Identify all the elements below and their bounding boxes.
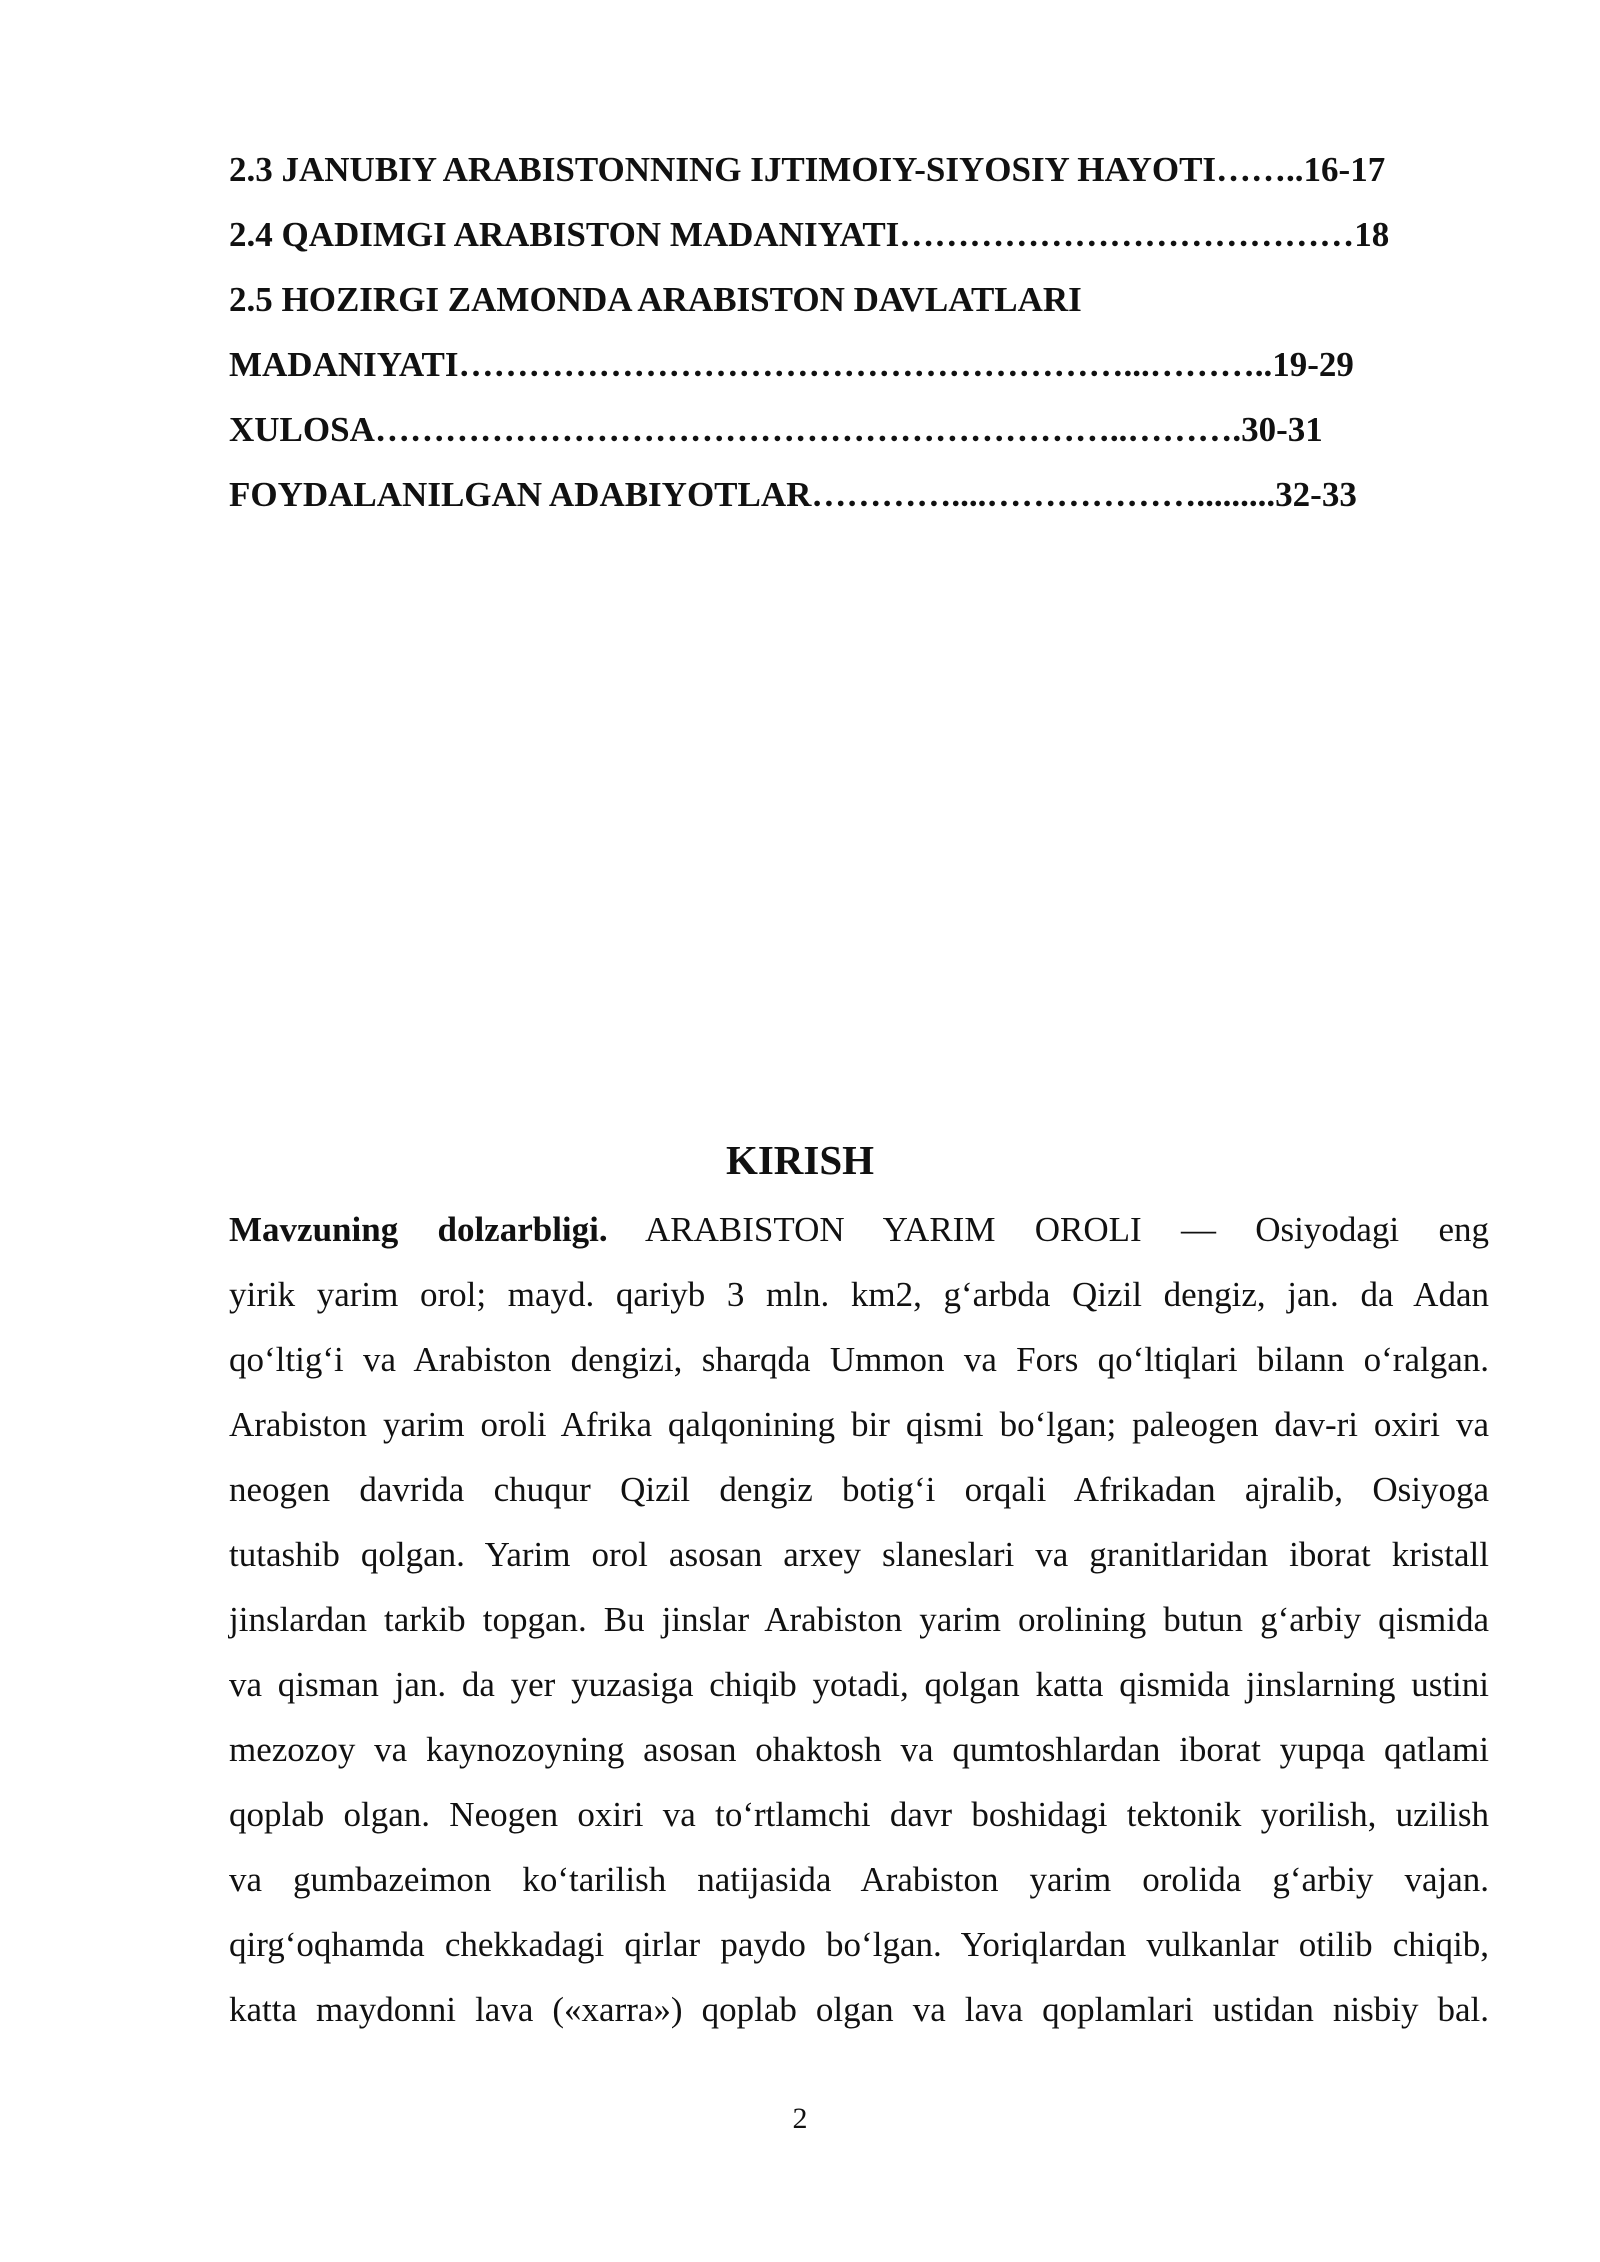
paragraph-line: katta maydonni lava («xarra») qoplab olgan va lava qoplamlari ustidan nisbiy bal. <box>229 1990 1489 2029</box>
paragraph-line: Arabiston yarim oroli Afrika qalqonining bir qismi bo‘lgan; paleogen dav-ri oxiri va <box>229 1405 1489 1444</box>
paragraph-line: qirg‘oqhamda chekkadagi qirlar paydo bo‘lgan. Yoriqlardan vulkanlar otilib chiqib, <box>229 1925 1489 1964</box>
paragraph-line <box>229 1208 1489 1252</box>
toc-entry: 2.4 QADIMGI ARABISTON MADANIYATI…………………………………18 <box>229 215 1390 254</box>
section-heading: KIRISH <box>725 1137 875 1183</box>
toc-entry: MADANIYATI…………………………………………………...………..19-29 <box>229 345 1354 384</box>
toc-entry: FOYDALANILGAN ADABIYOTLAR…………....……………….........32-33 <box>229 475 1357 514</box>
paragraph-line: mezozoy va kaynozoyning asosan ohaktosh va qumtoshlardan iborat yupqa qatlami <box>229 1730 1489 1769</box>
paragraph-line: qoplab olgan. Neogen oxiri va to‘rtlamchi davr boshidagi tektonik yorilish, uzilish <box>229 1795 1489 1834</box>
paragraph-line: tutashib qolgan. Yarim orol asosan arxey slaneslari va granitlaridan iborat kristall <box>229 1535 1489 1574</box>
toc-entry: XULOSA………………………………………………………..……….30-31 <box>229 410 1323 449</box>
page-number: 2 <box>792 2102 808 2135</box>
paragraph-line: jinslardan tarkib topgan. Bu jinslar Arabiston yarim orolining butun g‘arbiy qismida <box>229 1600 1489 1639</box>
paragraph-line: va qisman jan. da yer yuzasiga chiqib yotadi, qolgan katta qismida jinslarning ustini <box>229 1665 1489 1704</box>
lead-phrase: Mavzuning dolzarbligi. <box>229 1210 608 1249</box>
paragraph-line: yirik yarim orol; mayd. qariyb 3 mln. km2, g‘arbda Qizil dengiz, jan. da Adan <box>229 1275 1489 1314</box>
toc-entry: 2.3 JANUBIY ARABISTONNING IJTIMOIY-SIYOSIY HAYOTI……..16-17 <box>229 150 1386 189</box>
paragraph-line: neogen davrida chuqur Qizil dengiz botig‘i orqali Afrikadan ajralib, Osiyoga <box>229 1470 1489 1509</box>
section-body <box>229 1208 1489 2053</box>
table-of-contents <box>229 148 1489 538</box>
toc-entry: 2.5 HOZIRGI ZAMONDA ARABISTON DAVLATLARI <box>229 280 1082 319</box>
paragraph-line: qo‘ltig‘i va Arabiston dengizi, sharqda Ummon va Fors qo‘ltiqlari bilann o‘ralgan. <box>229 1340 1489 1379</box>
paragraph-line: va gumbazeimon ko‘tarilish natijasida Arabiston yarim orolida g‘arbiy vajan. <box>229 1860 1489 1899</box>
line-text: ARABISTON YARIM OROLI — Osiyodagi eng <box>607 1210 1489 1249</box>
